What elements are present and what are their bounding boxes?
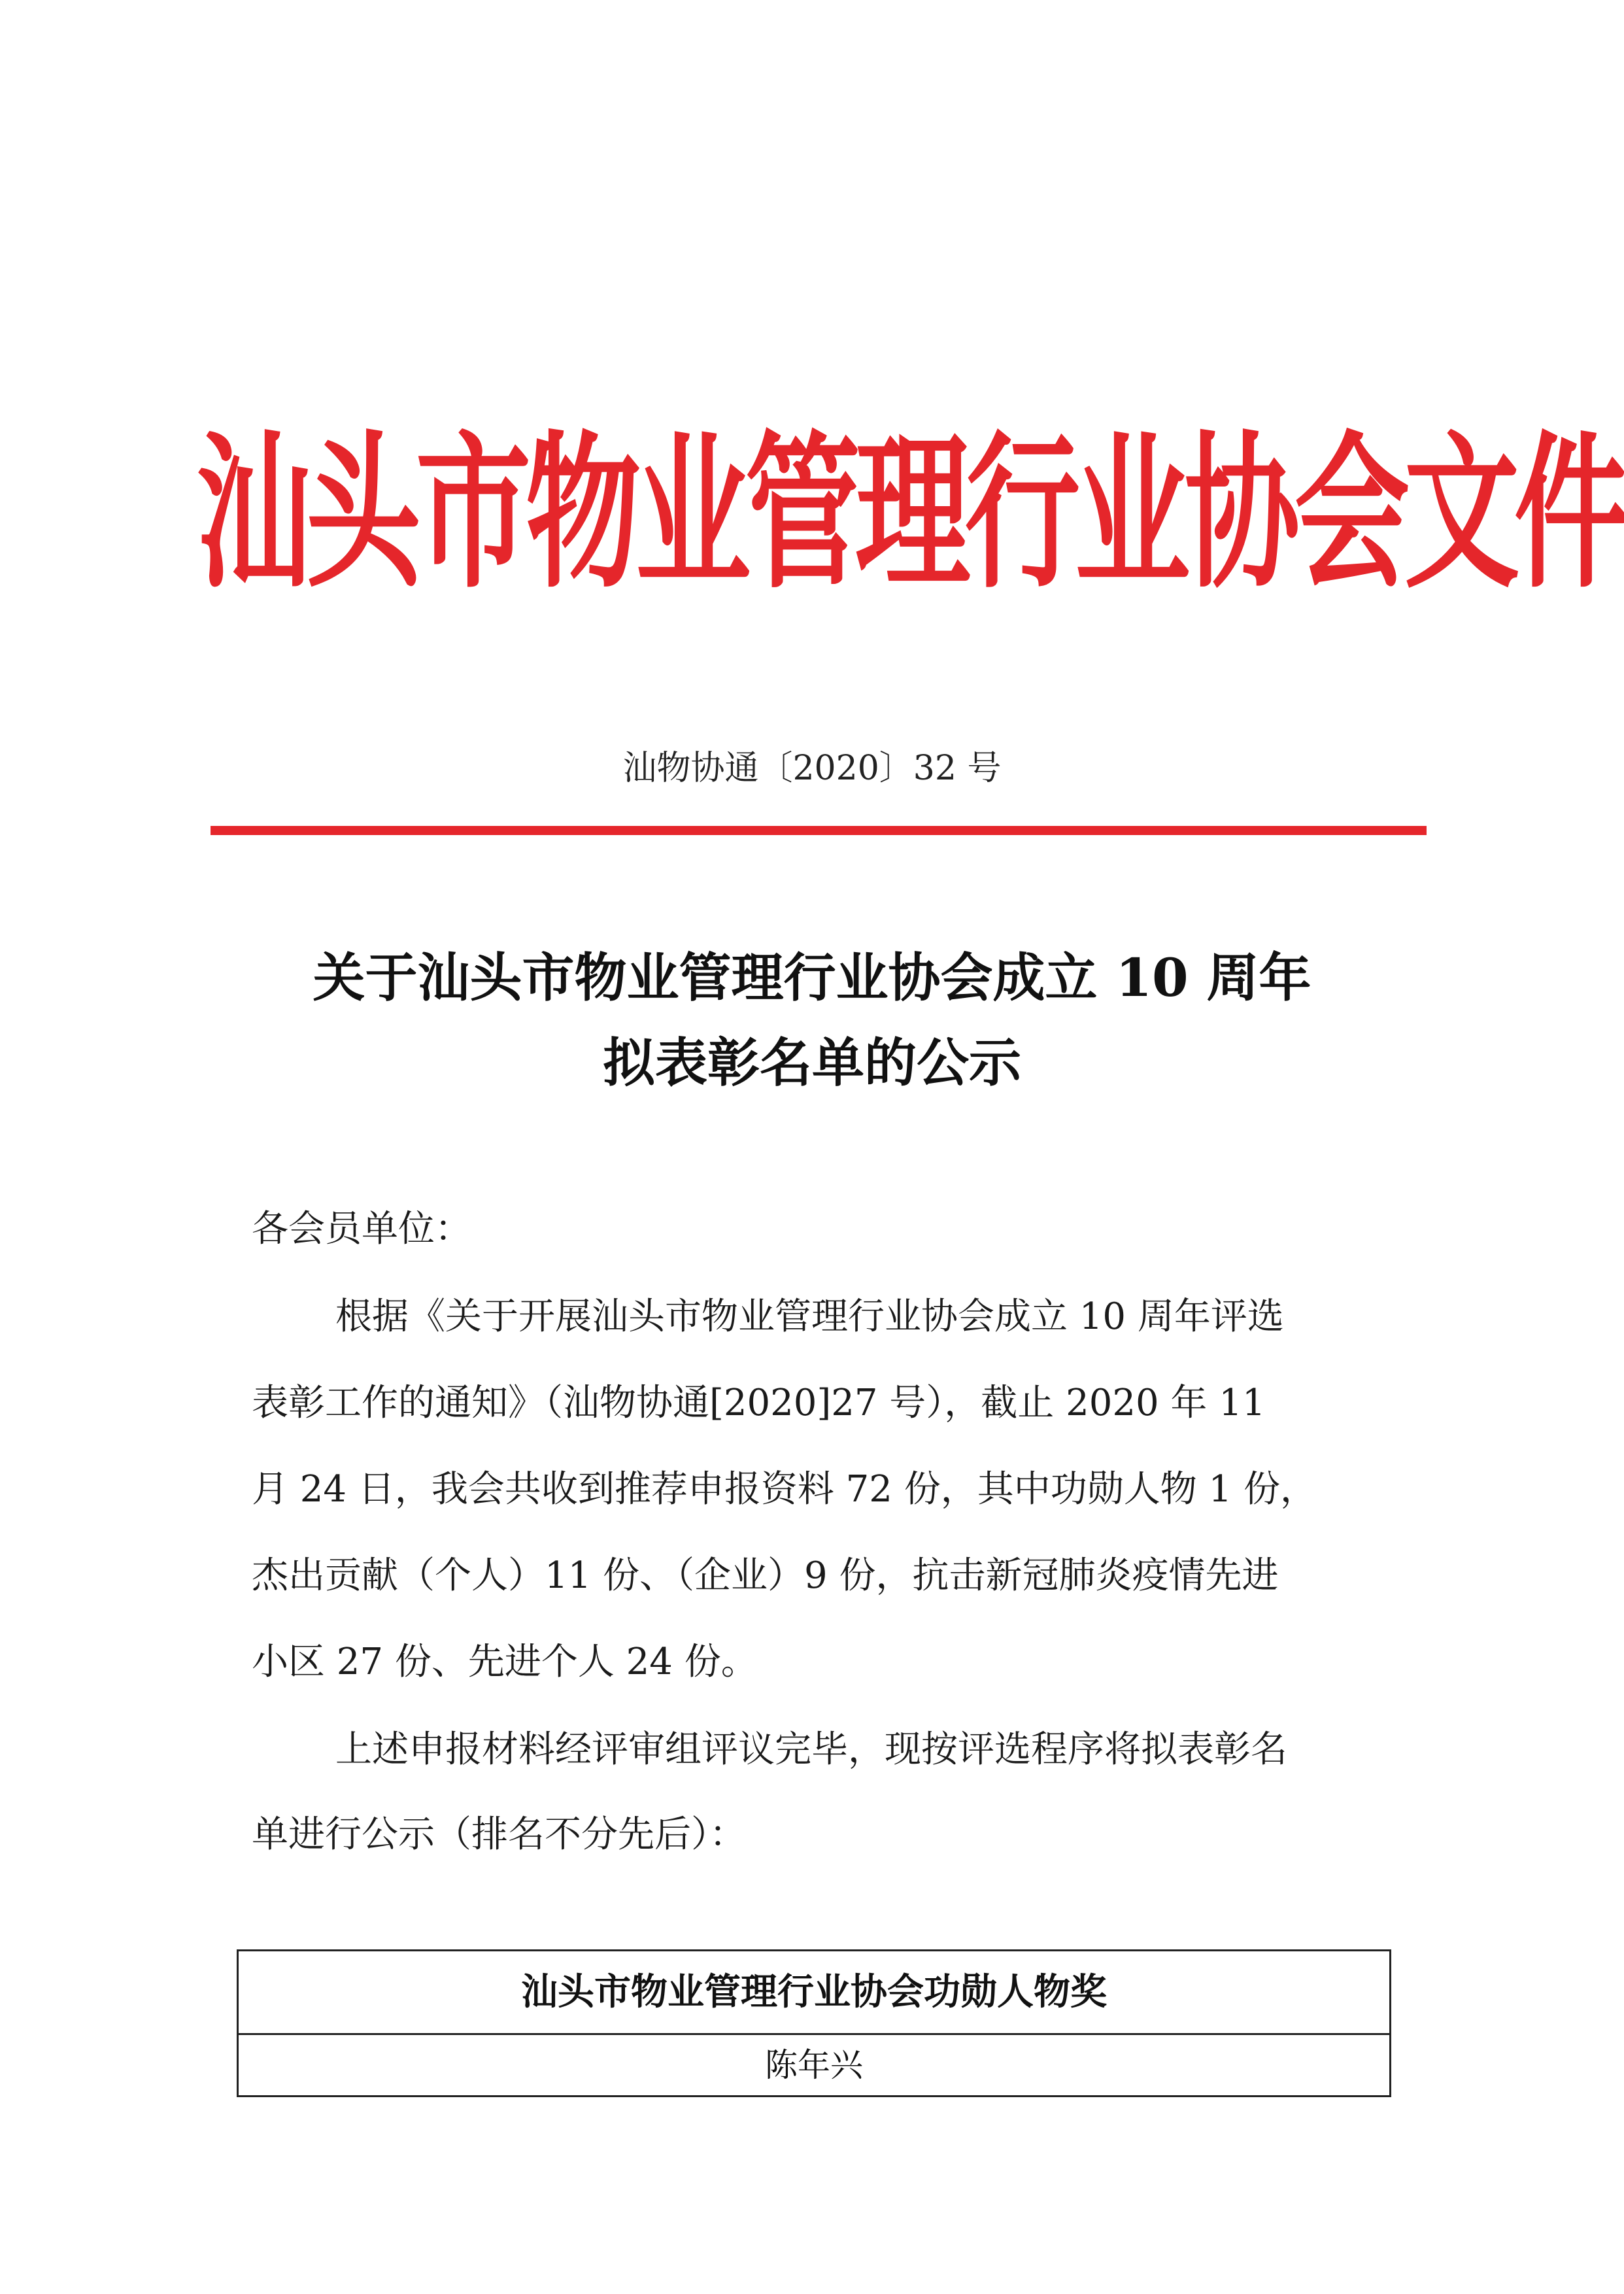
award-table-header: 汕头市物业管理行业协会功勋人物奖 — [239, 1951, 1389, 2035]
award-table-cell-recipient: 陈年兴 — [765, 2046, 863, 2084]
salutation: 各会员单位： — [252, 1208, 471, 1250]
red-divider-rule — [211, 826, 1427, 835]
paragraph-1-line-1: 根据《关于开展汕头市物业管理行业协会成立 10 周年评选 — [335, 1295, 1284, 1338]
paragraph-2-line-2: 单进行公示（排名不分先后）： — [252, 1813, 746, 1856]
notice-title-line-1: 关于汕头市物业管理行业协会成立 10 周年 — [313, 947, 1311, 1008]
document-masthead: 汕头市物业管理行业协会文件 — [196, 415, 1624, 611]
notice-title-line-2: 拟表彰名单的公示 — [603, 1032, 1021, 1093]
paragraph-1-line-2: 表彰工作的通知》（汕物协通[2020]27 号），截止 2020 年 11 — [252, 1382, 1266, 1424]
award-table — [237, 1949, 1391, 2097]
document-number: 汕物协通〔2020〕32 号 — [622, 749, 1002, 788]
paragraph-1-line-4: 杰出贡献（个人）11 份、（企业）9 份，抗击新冠肺炎疫情先进 — [252, 1554, 1279, 1597]
paragraph-1-line-3: 月 24 日，我会共收到推荐申报资料 72 份，其中功勋人物 1 份， — [252, 1468, 1317, 1511]
paragraph-1-line-5: 小区 27 份、先进个人 24 份。 — [252, 1641, 758, 1683]
paragraph-2-line-1: 上述申报材料经评审组评议完毕，现按评选程序将拟表彰名 — [335, 1728, 1287, 1771]
